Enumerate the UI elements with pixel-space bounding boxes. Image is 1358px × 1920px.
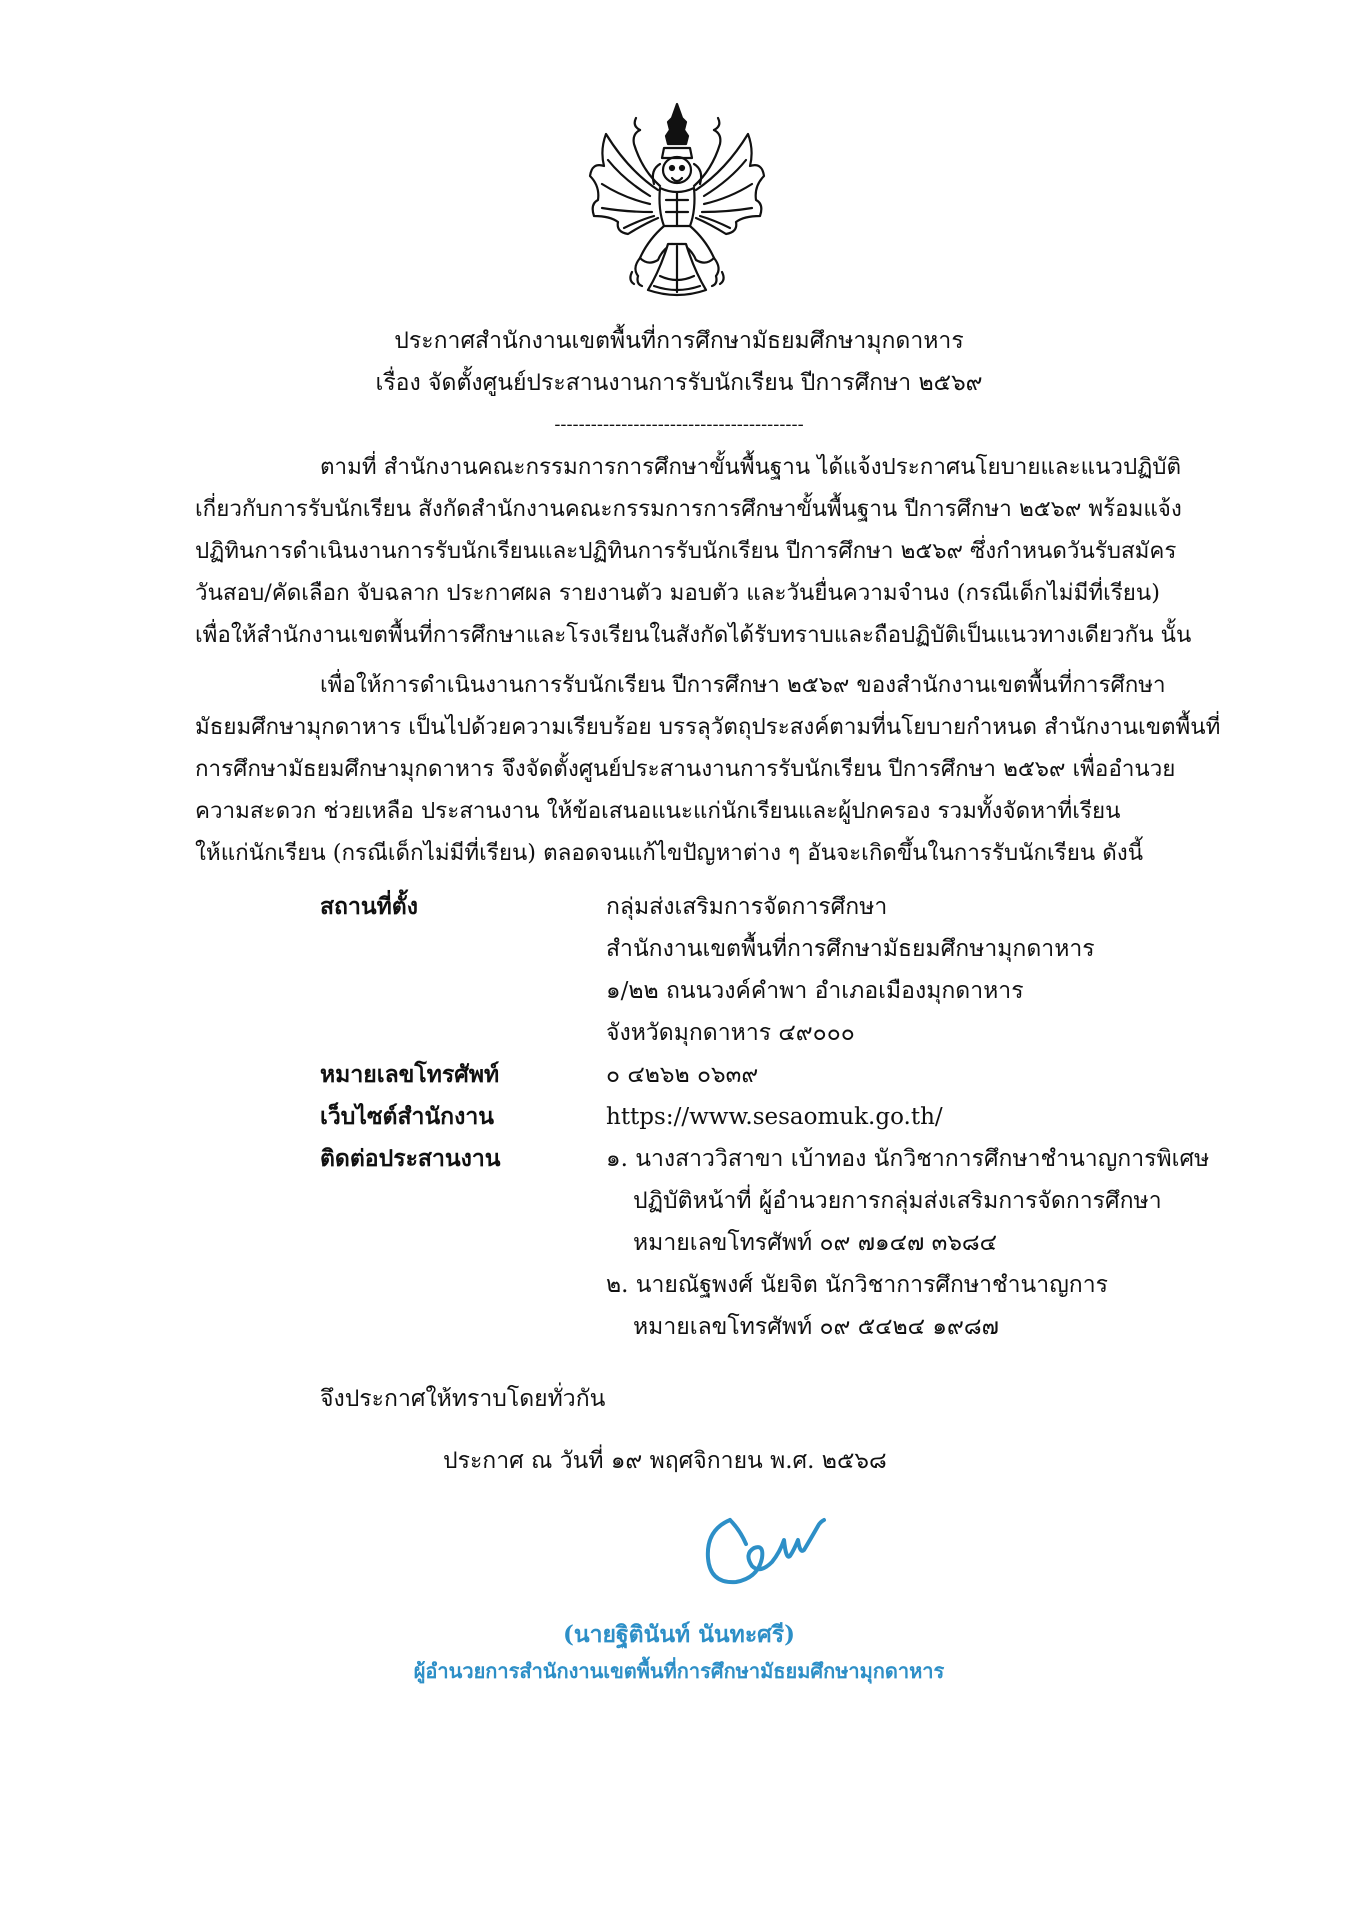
closing-statement: จึงประกาศให้ทราบโดยทั่วกัน	[320, 1386, 606, 1412]
paragraph-line: เพื่อให้การดำเนินงานการรับนักเรียน ปีการศึกษา ๒๕๖๙ ของสำนักงานเขตพื้นที่การศึกษา	[320, 672, 1166, 698]
location-line: สำนักงานเขตพื้นที่การศึกษามัธยมศึกษามุกดาหาร	[606, 936, 1095, 962]
location-label: สถานที่ตั้ง	[320, 893, 418, 920]
paragraph-line: มัธยมศึกษามุกดาหาร เป็นไปด้วยความเรียบร้อย บรรลุวัตถุประสงค์ตามที่นโยบายกำหนด สำนักงานเขตพื้นที่	[195, 714, 1221, 740]
contact-line: ๑. นางสาววิสาขา เบ้าทอง นักวิชาการศึกษาชำนาญการพิเศษ	[606, 1146, 1210, 1172]
contact-line: ๒. นายณัฐพงศ์ นัยจิต นักวิชาการศึกษาชำนาญการ	[606, 1272, 1108, 1298]
contact-label: ติดต่อประสานงาน	[320, 1145, 501, 1172]
signatory-position: ผู้อำนวยการสำนักงานเขตพื้นที่การศึกษามัธยมศึกษามุกดาหาร	[413, 1659, 945, 1683]
contact-line: หมายเลขโทรศัพท์ ๐๙ ๗๑๔๗ ๓๖๘๔	[633, 1230, 998, 1256]
website-link[interactable]: https://www.sesaomuk.go.th/	[606, 1104, 943, 1130]
garuda-emblem-icon	[588, 100, 766, 302]
announcement-subject: เรื่อง จัดตั้งศูนย์ประสานงานการรับนักเรียน ปีการศึกษา ๒๕๖๙	[375, 370, 983, 396]
phone-value: ๐ ๔๒๖๒ ๐๖๓๙	[606, 1062, 759, 1088]
contact-line: หมายเลขโทรศัพท์ ๐๙ ๕๔๒๔ ๑๙๘๗	[633, 1314, 999, 1340]
paragraph-line: การศึกษามัธยมศึกษามุกดาหาร จึงจัดตั้งศูนย์ประสานงานการรับนักเรียน ปีการศึกษา ๒๕๖๙ เพื่ออำนวย	[195, 756, 1176, 782]
paragraph-line: เกี่ยวกับการรับนักเรียน สังกัดสำนักงานคณะกรรมการการศึกษาขั้นพื้นฐาน ปีการศึกษา ๒๕๖๙ พร้อมแจ้ง	[195, 496, 1182, 522]
title-divider: -----------------------------------------	[554, 414, 804, 435]
phone-label: หมายเลขโทรศัพท์	[320, 1061, 500, 1088]
location-line: จังหวัดมุกดาหาร ๔๙๐๐๐	[606, 1020, 855, 1046]
announcement-title: ประกาศสำนักงานเขตพื้นที่การศึกษามัธยมศึกษามุกดาหาร	[394, 328, 964, 354]
signature-icon	[700, 1500, 840, 1590]
signatory-name: (นายฐิตินันท์ นันทะศรี)	[562, 1621, 796, 1648]
website-label: เว็บไซต์สำนักงาน	[320, 1103, 494, 1130]
location-line: กลุ่มส่งเสริมการจัดการศึกษา	[606, 894, 888, 920]
paragraph-line: วันสอบ/คัดเลือก จับฉลาก ประกาศผล รายงานตัว มอบตัว และวันยื่นความจำนง (กรณีเด็กไม่มีที่เรียน)	[195, 580, 1160, 606]
contact-line: ปฏิบัติหน้าที่ ผู้อำนวยการกลุ่มส่งเสริมการจัดการศึกษา	[633, 1188, 1162, 1214]
location-line: ๑/๒๒ ถนนวงค์คำพา อำเภอเมืองมุกดาหาร	[606, 978, 1024, 1004]
paragraph-line: เพื่อให้สำนักงานเขตพื้นที่การศึกษาและโรงเรียนในสังกัดได้รับทราบและถือปฏิบัติเป็นแนวทางเดียวกัน นั้น	[195, 622, 1192, 648]
announcement-date: ประกาศ ณ วันที่ ๑๙ พฤศจิกายน พ.ศ. ๒๕๖๘	[443, 1448, 887, 1474]
paragraph-line: ให้แก่นักเรียน (กรณีเด็กไม่มีที่เรียน) ตลอดจนแก้ไขปัญหาต่าง ๆ อันจะเกิดขึ้นในการรับนักเรียน ดังนี้	[195, 840, 1144, 866]
paragraph-line: ตามที่ สำนักงานคณะกรรมการการศึกษาขั้นพื้นฐาน ได้แจ้งประกาศนโยบายและแนวปฏิบัติ	[320, 454, 1181, 480]
paragraph-line: ความสะดวก ช่วยเหลือ ประสานงาน ให้ข้อเสนอแนะแก่นักเรียนและผู้ปกครอง รวมทั้งจัดหาที่เรียน	[195, 798, 1121, 824]
paragraph-line: ปฏิทินการดำเนินงานการรับนักเรียนและปฏิทินการรับนักเรียน ปีการศึกษา ๒๕๖๙ ซึ่งกำหนดวันรับสมัคร	[195, 538, 1177, 564]
